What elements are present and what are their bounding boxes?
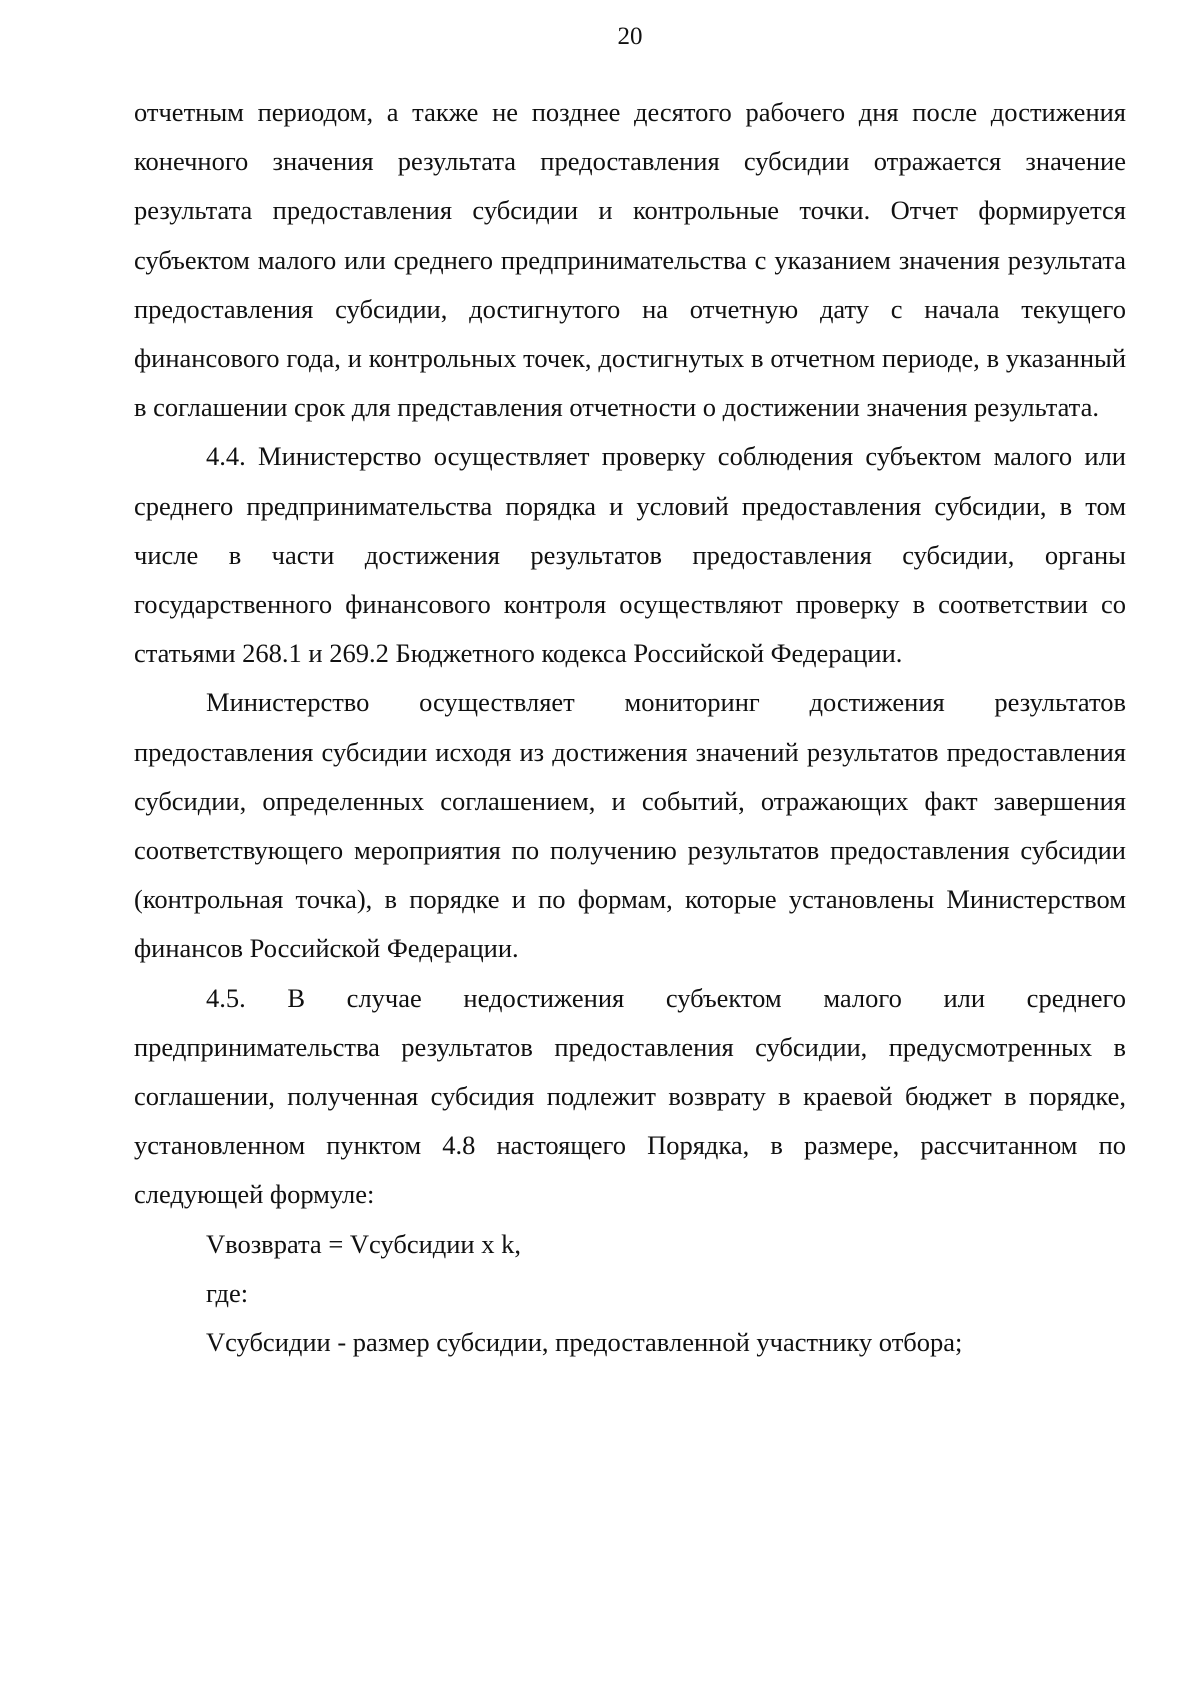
page-number: 20 bbox=[617, 23, 643, 50]
paragraph-report-continuation: отчетным периодом, а также не позднее десятого рабочего дня после достижения конечного значения результата предоставления субсидии отражается значение результата предоставления субсидии и контрольные точки. Отчет формируется субъектом малого или среднего предпринимательства с указанием значения результата предоставления субсидии, достигнутого на отчетную дату с начала текущего финансового года, и контрольных точек, достигнутых в отчетном периоде, в указанный в соглашении срок для представления отчетности о достижении значения результата. bbox=[134, 97, 1126, 423]
paragraph-4-5: 4.5. В случае недостижения субъектом малого или среднего предпринимательства результатов предоставления субсидии, предусмотренных в соглашении, полученная субсидия подлежит возврату в краевой бюджет в порядке, установленном пунктом 4.8 настоящего Порядка, в размере, рассчитанном по следующей формуле: bbox=[134, 982, 1126, 1210]
formula-where-label: где: bbox=[206, 1277, 249, 1308]
paragraph-4-4: 4.4. Министерство осуществляет проверку соблюдения субъектом малого или среднего предпринимательства порядка и условий предоставления субсидии, в том числе в части достижения результатов предоставления субсидии, органы государственного финансового контроля осуществляют проверку в соответствии со статьями 268.1 и 269.2 Бюджетного кодекса Российской Федерации. bbox=[134, 441, 1126, 669]
paragraph-monitoring: Министерство осуществляет мониторинг достижения результатов предоставления субсидии исходя из достижения значений результатов предоставления субсидии, определенных соглашением, и событий, отражающих факт завершения соответствующего мероприятия по получению результатов предоставления субсидии (контрольная точка), в порядке и по формам, которые установлены Министерством финансов Российской Федерации. bbox=[134, 687, 1126, 964]
document-body bbox=[134, 88, 1126, 1367]
formula-definition: Vсубсидии - размер субсидии, предоставленной участнику отбора; bbox=[206, 1327, 963, 1358]
formula: Vвозврата = Vсубсидии x k, bbox=[206, 1228, 521, 1259]
